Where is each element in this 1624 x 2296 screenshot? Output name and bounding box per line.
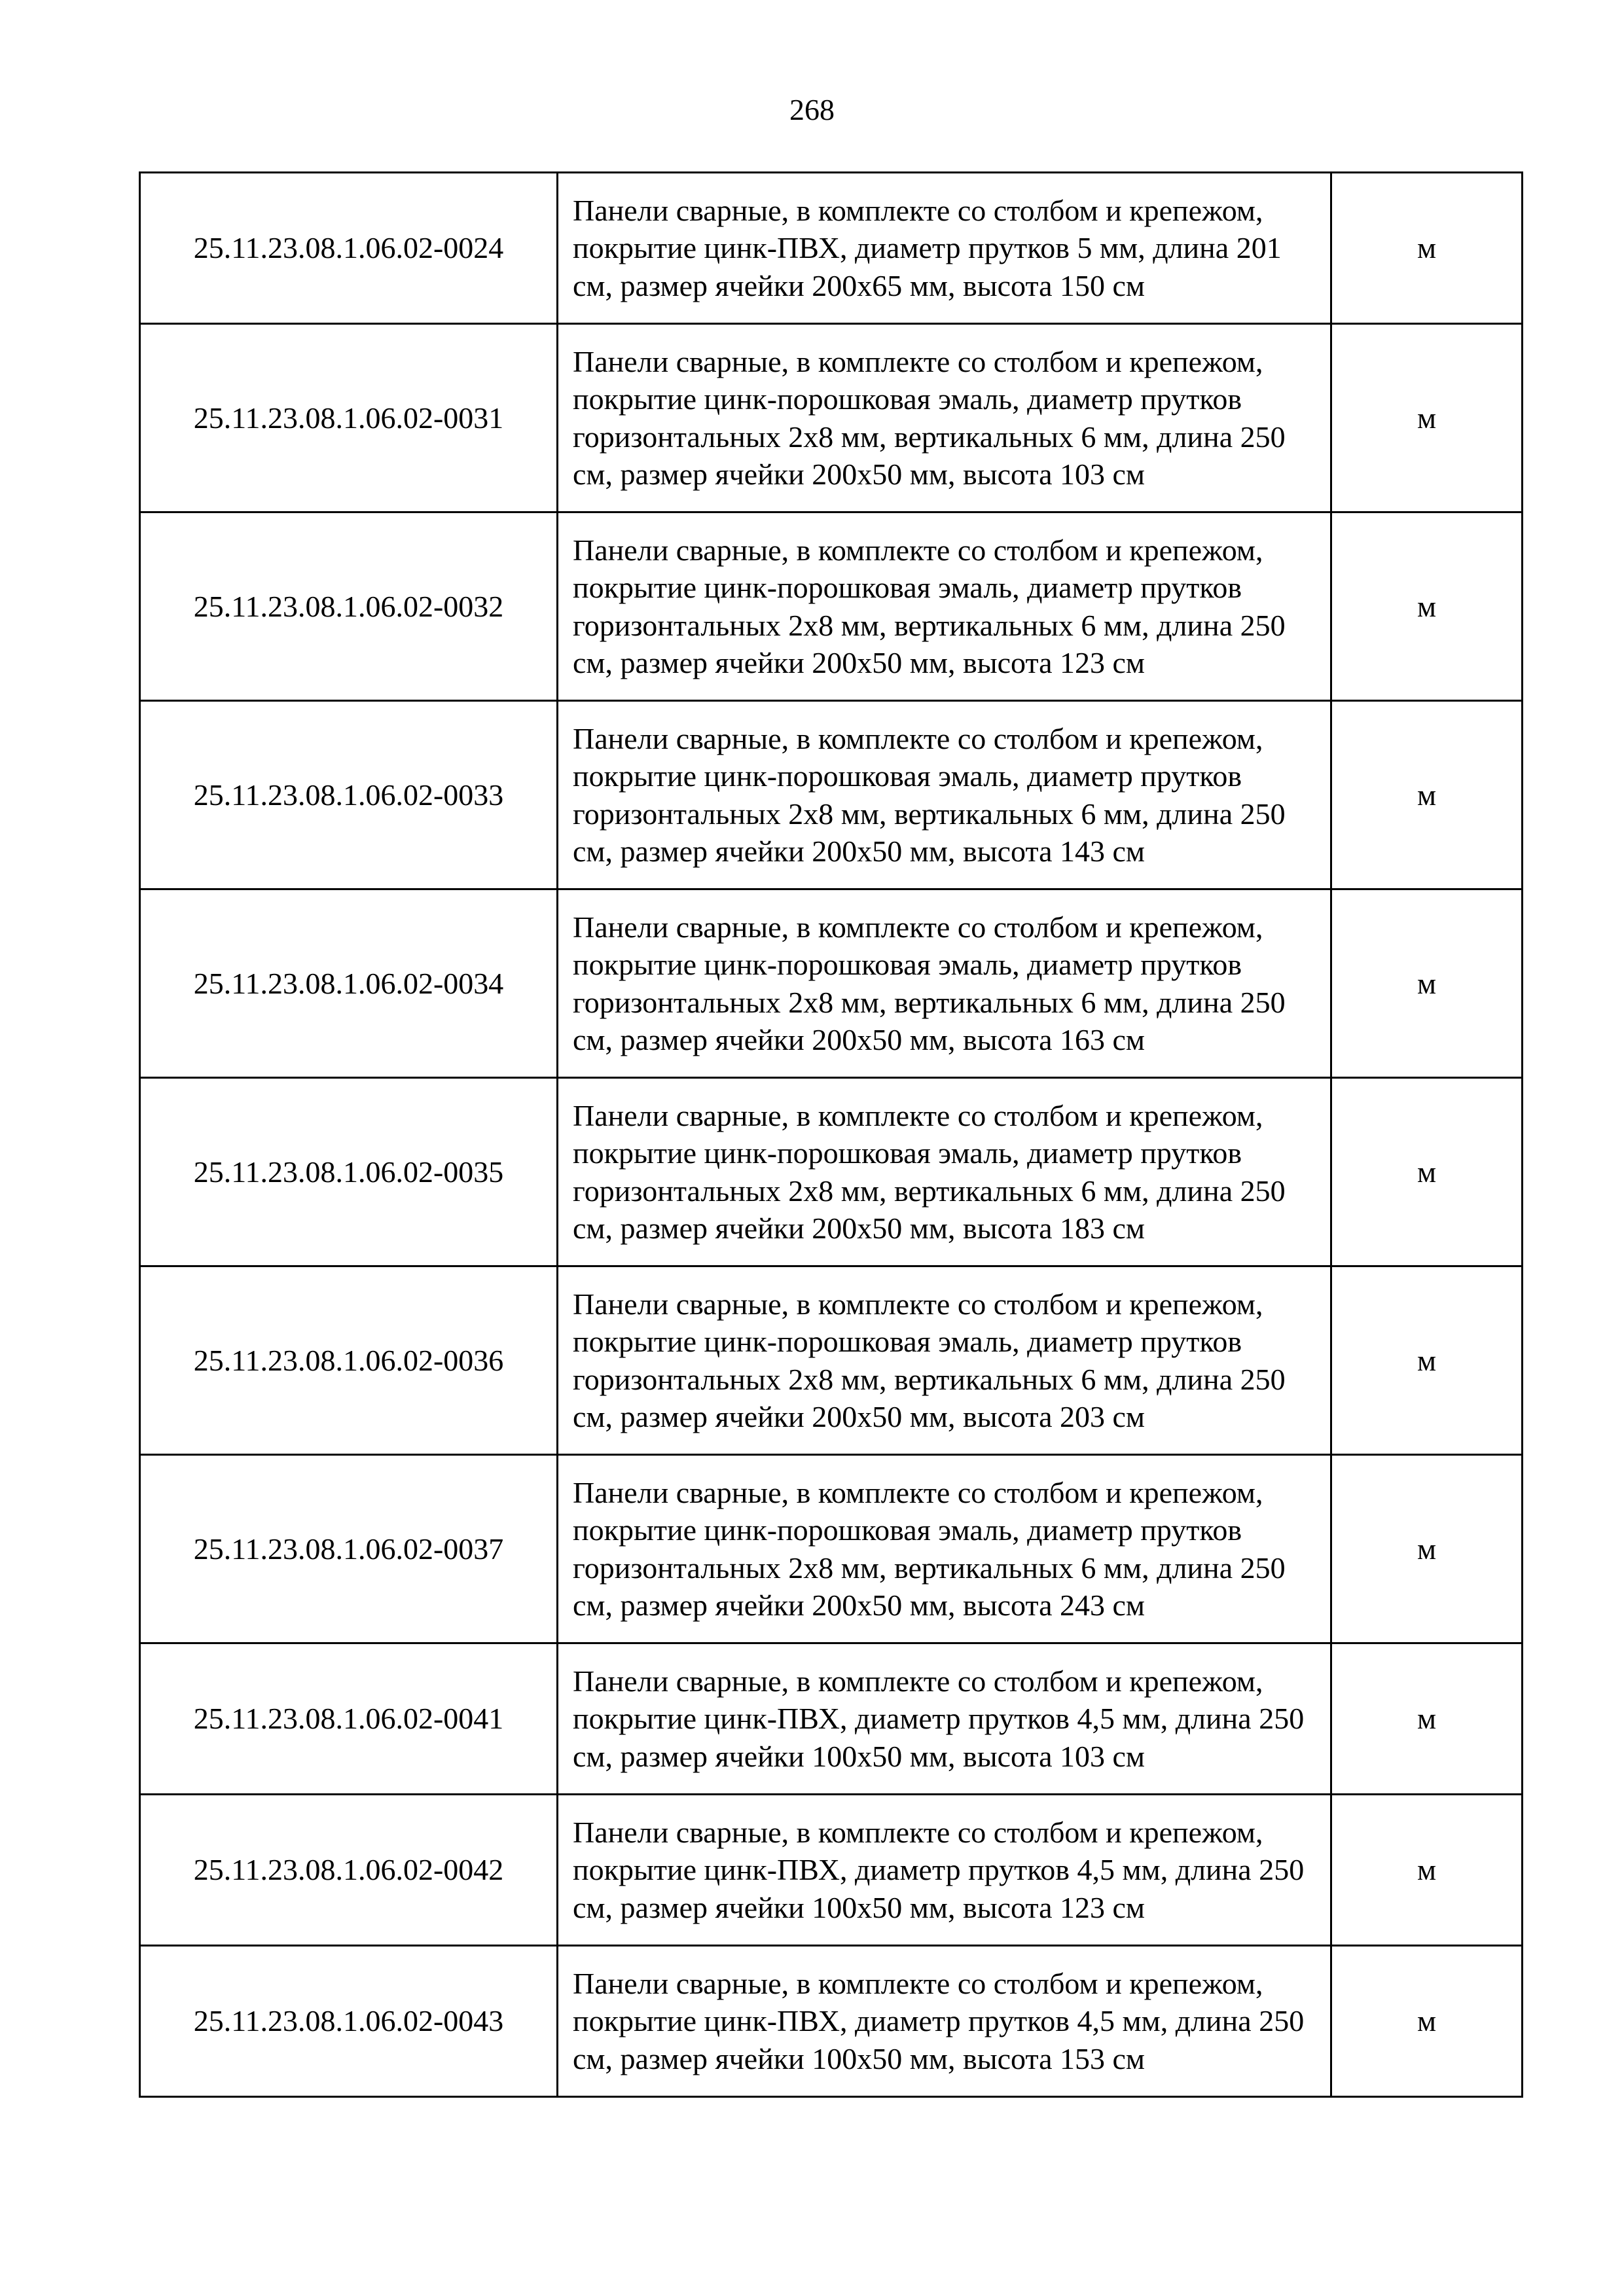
- resource-code: 25.11.23.08.1.06.02-0037: [140, 1455, 558, 1643]
- resource-code: 25.11.23.08.1.06.02-0042: [140, 1795, 558, 1946]
- resource-unit: м: [1331, 324, 1523, 512]
- resource-table: [139, 171, 1523, 2098]
- resource-name: Панели сварные, в комплекте со столбом и крепежом, покрытие цинк-порошковая эмаль, диаметр прутков горизонтальных 2х8 мм, вертикальных 6 мм, длина 250 см, размер ячейки 200х50 мм, высота 203 см: [558, 1266, 1331, 1455]
- page-number: 268: [789, 93, 835, 126]
- resource-name: Панели сварные, в комплекте со столбом и крепежом, покрытие цинк-порошковая эмаль, диаметр прутков горизонтальных 2х8 мм, вертикальных 6 мм, длина 250 см, размер ячейки 200х50 мм, высота 143 см: [558, 701, 1331, 889]
- resource-name: Панели сварные, в комплекте со столбом и крепежом, покрытие цинк-ПВХ, диаметр прутков 4,5 мм, длина 250 см, размер ячейки 100х50 мм, высота 153 см: [558, 1946, 1331, 2097]
- resource-unit: м: [1331, 889, 1523, 1078]
- resource-code: 25.11.23.08.1.06.02-0032: [140, 512, 558, 701]
- table-row: [140, 512, 1523, 701]
- resource-unit: м: [1331, 1946, 1523, 2097]
- table-row: [140, 889, 1523, 1078]
- resource-code: 25.11.23.08.1.06.02-0031: [140, 324, 558, 512]
- resource-code: 25.11.23.08.1.06.02-0036: [140, 1266, 558, 1455]
- table-row: [140, 1266, 1523, 1455]
- resource-code: 25.11.23.08.1.06.02-0035: [140, 1078, 558, 1266]
- resource-name: Панели сварные, в комплекте со столбом и крепежом, покрытие цинк-ПВХ, диаметр прутков 5 мм, длина 201 см, размер ячейки 200х65 мм, высота 150 см: [558, 173, 1331, 324]
- resource-unit: м: [1331, 512, 1523, 701]
- resource-name: Панели сварные, в комплекте со столбом и крепежом, покрытие цинк-порошковая эмаль, диаметр прутков горизонтальных 2х8 мм, вертикальных 6 мм, длина 250 см, размер ячейки 200х50 мм, высота 183 см: [558, 1078, 1331, 1266]
- table-row: [140, 701, 1523, 889]
- resource-code: 25.11.23.08.1.06.02-0041: [140, 1643, 558, 1795]
- resource-name: Панели сварные, в комплекте со столбом и крепежом, покрытие цинк-ПВХ, диаметр прутков 4,5 мм, длина 250 см, размер ячейки 100х50 мм, высота 103 см: [558, 1643, 1331, 1795]
- resource-name: Панели сварные, в комплекте со столбом и крепежом, покрытие цинк-порошковая эмаль, диаметр прутков горизонтальных 2х8 мм, вертикальных 6 мм, длина 250 см, размер ячейки 200х50 мм, высота 163 см: [558, 889, 1331, 1078]
- table-row: [140, 1643, 1523, 1795]
- resource-name: Панели сварные, в комплекте со столбом и крепежом, покрытие цинк-порошковая эмаль, диаметр прутков горизонтальных 2х8 мм, вертикальных 6 мм, длина 250 см, размер ячейки 200х50 мм, высота 243 см: [558, 1455, 1331, 1643]
- resource-unit: м: [1331, 1795, 1523, 1946]
- resource-unit: м: [1331, 1643, 1523, 1795]
- resource-name: Панели сварные, в комплекте со столбом и крепежом, покрытие цинк-порошковая эмаль, диаметр прутков горизонтальных 2х8 мм, вертикальных 6 мм, длина 250 см, размер ячейки 200х50 мм, высота 123 см: [558, 512, 1331, 701]
- resource-code: 25.11.23.08.1.06.02-0024: [140, 173, 558, 324]
- resource-name: Панели сварные, в комплекте со столбом и крепежом, покрытие цинк-порошковая эмаль, диаметр прутков горизонтальных 2х8 мм, вертикальных 6 мм, длина 250 см, размер ячейки 200х50 мм, высота 103 см: [558, 324, 1331, 512]
- table-row: [140, 324, 1523, 512]
- table-row: [140, 1946, 1523, 2097]
- resource-name: Панели сварные, в комплекте со столбом и крепежом, покрытие цинк-ПВХ, диаметр прутков 4,5 мм, длина 250 см, размер ячейки 100х50 мм, высота 123 см: [558, 1795, 1331, 1946]
- resource-code: 25.11.23.08.1.06.02-0034: [140, 889, 558, 1078]
- resource-unit: м: [1331, 173, 1523, 324]
- table-row: [140, 173, 1523, 324]
- resource-unit: м: [1331, 1266, 1523, 1455]
- resource-code: 25.11.23.08.1.06.02-0033: [140, 701, 558, 889]
- resource-unit: м: [1331, 1078, 1523, 1266]
- table-row: [140, 1078, 1523, 1266]
- resource-unit: м: [1331, 1455, 1523, 1643]
- table-row: [140, 1455, 1523, 1643]
- resource-code: 25.11.23.08.1.06.02-0043: [140, 1946, 558, 2097]
- resource-unit: м: [1331, 701, 1523, 889]
- table-row: [140, 1795, 1523, 1946]
